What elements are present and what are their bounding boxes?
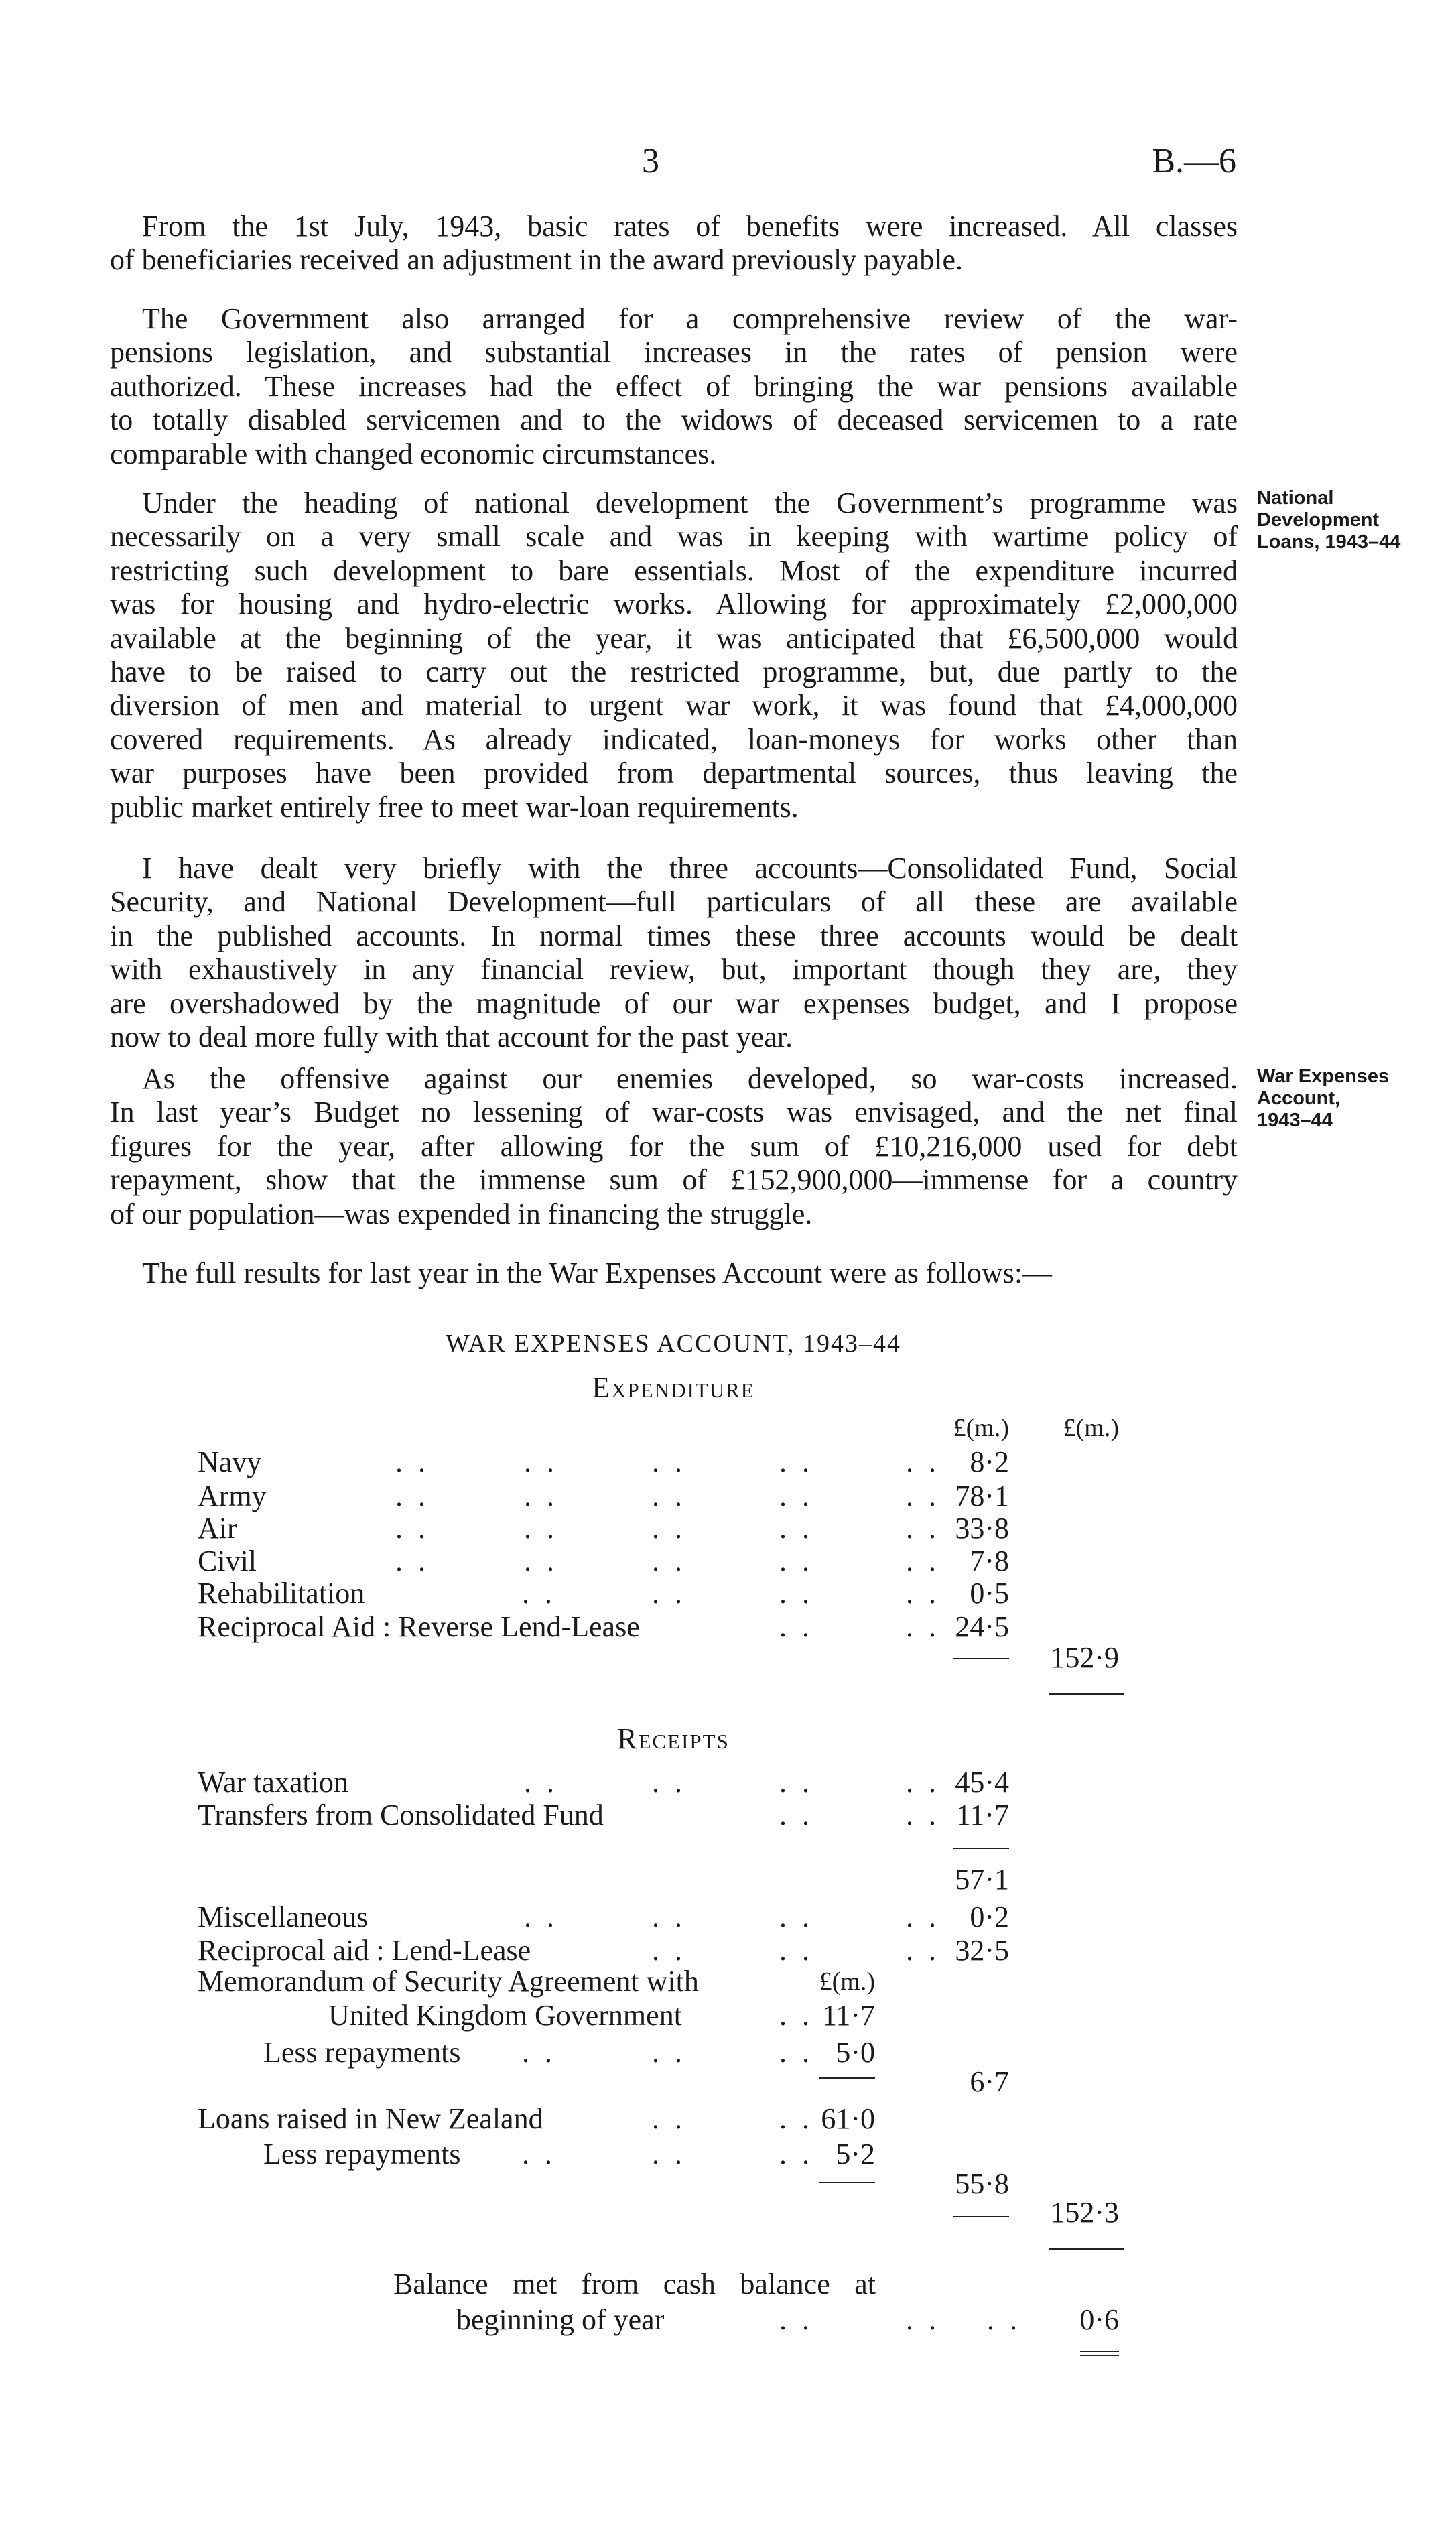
dot-leader: . . <box>652 1577 686 1610</box>
text-line: covered requirements. As already indicated, loan-moneys for works other than <box>110 722 1238 756</box>
dot-leader: . . <box>779 1900 813 1933</box>
paragraph-three-accounts <box>110 852 1238 1054</box>
dot-leader: . . <box>524 1445 558 1478</box>
text-line: are overshadowed by the magnitude of our war expenses budget, and I propose <box>110 986 1238 1020</box>
note-line: National <box>1257 487 1334 509</box>
dot-leader: . . <box>987 2303 1021 2336</box>
dot-leader: . . <box>395 1512 429 1545</box>
dot-leader: . . <box>395 1545 429 1577</box>
dot-leader: . . <box>906 1577 940 1610</box>
text-line: The Government also arranged for a comprehensive review of the war- <box>142 302 1238 335</box>
dot-leader: . . <box>906 2303 940 2336</box>
row-label-loans: Loans raised in New Zealand <box>198 2102 543 2135</box>
dot-leader: . . <box>779 2102 813 2135</box>
dot-leader: . . <box>524 1900 558 1933</box>
dot-leader: . . <box>779 1445 813 1478</box>
subtotal-rule <box>953 1658 1009 1659</box>
dot-leader: . . <box>652 1934 686 1967</box>
receipts-subtotal: 57·1 <box>955 1863 1009 1896</box>
dot-leader: . . <box>524 1545 558 1577</box>
row-label-rehabilitation: Rehabilitation <box>198 1577 365 1610</box>
dot-leader: . . <box>779 1577 813 1610</box>
paragraph-full-results <box>110 1256 1238 1290</box>
paragraph-war-pensions <box>110 302 1238 471</box>
dot-leader: . . <box>652 1545 686 1577</box>
total-rule <box>1049 2248 1124 2250</box>
dot-leader: . . <box>906 1610 940 1643</box>
margin-note-war-expenses <box>1257 1065 1389 1132</box>
dot-leader: . . <box>779 1799 813 1831</box>
dot-leader: . . <box>524 1766 558 1799</box>
text-line: repayment, show that the immense sum of £152,900,000—immense for a country <box>110 1163 1238 1197</box>
row-label-army: Army <box>198 1480 267 1512</box>
balance-label: Balance met from cash balance at <box>393 2268 876 2301</box>
dot-leader: . . <box>779 2138 813 2171</box>
dot-leader: . . <box>522 1577 556 1610</box>
row-value-uk-government: 11·7 <box>821 1999 875 2032</box>
dot-leader: . . <box>906 1799 940 1831</box>
dot-leader: . . <box>652 1766 686 1799</box>
margin-note-national-development <box>1257 487 1400 554</box>
subtotal-rule <box>819 2077 875 2079</box>
unit-header: £(m.) <box>1063 1414 1119 1442</box>
row-value-navy: 8·2 <box>970 1445 1009 1478</box>
text-line: now to deal more fully with that account for the past year. <box>110 1020 793 1053</box>
row-value-transfers: 11·7 <box>955 1799 1009 1831</box>
subtotal-rule <box>953 1848 1009 1849</box>
text-line: in the published accounts. In normal times these three accounts would be dealt <box>110 919 1238 952</box>
document-reference: B.—6 <box>1152 142 1236 180</box>
dot-leader: . . <box>779 1766 813 1799</box>
text-line: have to be raised to carry out the restricted programme, but, due partly to the <box>110 655 1238 688</box>
dot-leader: . . <box>779 1512 813 1545</box>
dot-leader: . . <box>652 1480 686 1512</box>
dot-leader: . . <box>395 1480 429 1512</box>
row-value-lend-lease: 32·5 <box>955 1934 1009 1967</box>
text-line: available at the beginning of the year, it was anticipated that £6,500,000 would <box>110 621 1238 655</box>
row-value-army: 78·1 <box>955 1480 1009 1512</box>
dot-leader: . . <box>395 1445 429 1478</box>
row-value-miscellaneous: 0·2 <box>970 1900 1009 1933</box>
subtotal-rule <box>953 2216 1009 2217</box>
text-line: war purposes have been provided from departmental sources, thus leaving the <box>110 757 1238 790</box>
text-line: necessarily on a very small scale and was in keeping with wartime policy of <box>110 520 1238 554</box>
text-line: of our population—was expended in financing the struggle. <box>110 1197 813 1230</box>
row-label-war-taxation: War taxation <box>198 1766 348 1799</box>
dot-leader: . . <box>524 1512 558 1545</box>
receipts-heading: Receipts <box>617 1722 730 1755</box>
text-line: public market entirely free to meet war-loan requirements. <box>110 790 799 824</box>
dot-leader: . . <box>779 1545 813 1577</box>
text-line: figures for the year, after allowing for the sum of £10,216,000 used for debt <box>110 1129 1238 1163</box>
row-value-civil: 7·8 <box>970 1545 1009 1577</box>
dot-leader: . . <box>906 1934 940 1967</box>
page-number: 3 <box>642 142 659 180</box>
text-line: Security, and National Development—full particulars of all these are available <box>110 885 1238 919</box>
text-line: of beneficiaries received an adjustment in the award previously payable. <box>110 243 964 277</box>
dot-leader: . . <box>779 1999 813 2032</box>
dot-leader: . . <box>779 1610 813 1643</box>
table-title: WAR EXPENSES ACCOUNT, 1943–44 <box>445 1330 902 1358</box>
expenditure-heading: Expenditure <box>592 1371 755 1404</box>
row-value-reverse-lend-lease: 24·5 <box>955 1610 1009 1643</box>
total-rule <box>1049 1693 1124 1695</box>
text-line: diversion of men and material to urgent war work, it was found that £4,000,000 <box>110 689 1238 722</box>
receipts-total: 152·3 <box>1050 2196 1119 2229</box>
row-label-less-repayments: Less repayments <box>263 2138 461 2171</box>
row-value-less-repayments: 5·2 <box>836 2138 875 2171</box>
text-line: with exhaustively in any financial review, but, important though they are, they <box>110 953 1238 986</box>
note-line: 1943–44 <box>1257 1110 1333 1131</box>
row-value-less-repayments: 5·0 <box>836 2036 875 2069</box>
dot-leader: . . <box>524 1480 558 1512</box>
dot-leader: . . <box>522 2036 556 2069</box>
text-line: to totally disabled servicemen and to the widows of deceased servicemen to a rate <box>110 403 1238 437</box>
balance-label-continued: beginning of year <box>456 2303 665 2336</box>
paragraph-benefits <box>110 210 1238 277</box>
row-label-miscellaneous: Miscellaneous <box>198 1900 369 1933</box>
text-line: The full results for last year in the War Expenses Account were as follows:— <box>142 1256 1053 1289</box>
dot-leader: . . <box>779 2036 813 2069</box>
text-line: authorized. These increases had the effect of bringing the war pensions available <box>110 369 1238 403</box>
text-line: As the offensive against our enemies developed, so war-costs increased. <box>142 1062 1238 1095</box>
dot-leader: . . <box>652 2036 686 2069</box>
expenditure-total: 152·9 <box>1050 1641 1119 1674</box>
dot-leader: . . <box>906 1766 940 1799</box>
text-line: comparable with changed economic circumstances. <box>110 437 717 470</box>
subtotal-rule <box>819 2182 875 2183</box>
loans-net: 55·8 <box>955 2167 1009 2200</box>
row-label-navy: Navy <box>198 1445 262 1478</box>
dot-leader: . . <box>906 1512 940 1545</box>
dot-leader: . . <box>779 1480 813 1512</box>
dot-leader: . . <box>906 1900 940 1933</box>
dot-leader: . . <box>652 1512 686 1545</box>
row-value-war-taxation: 45·4 <box>955 1766 1009 1799</box>
unit-header: £(m.) <box>819 1967 875 1996</box>
double-rule <box>1080 2355 1119 2356</box>
row-value-air: 33·8 <box>955 1512 1009 1545</box>
text-line: pensions legislation, and substantial increases in the rates of pension were <box>110 336 1238 369</box>
row-label-lend-lease: Reciprocal aid : Lend-Lease <box>198 1934 531 1967</box>
paragraph-war-costs <box>110 1062 1238 1231</box>
unit-header: £(m.) <box>953 1414 1009 1442</box>
memorandum-net: 6·7 <box>970 2065 1009 2098</box>
row-label-memorandum: Memorandum of Security Agreement with <box>198 1965 699 1998</box>
text-line: was for housing and hydro-electric works. Allowing for approximately £2,000,000 <box>110 588 1238 621</box>
row-label-reverse-lend-lease: Reciprocal Aid : Reverse Lend-Lease <box>198 1610 640 1643</box>
note-line: Loans, 1943–44 <box>1257 531 1401 553</box>
row-value-rehabilitation: 0·5 <box>970 1577 1009 1610</box>
row-value-loans: 61·0 <box>821 2102 875 2135</box>
text-line: restricting such development to bare essentials. Most of the expenditure incurred <box>110 554 1238 587</box>
paragraph-national-development <box>110 487 1238 824</box>
dot-leader: . . <box>652 1900 686 1933</box>
dot-leader: . . <box>779 1934 813 1967</box>
text-line: I have dealt very briefly with the three accounts—Consolidated Fund, Social <box>142 852 1238 885</box>
row-label-less-repayments: Less repayments <box>263 2036 461 2069</box>
dot-leader: . . <box>522 2138 556 2171</box>
dot-leader: . . <box>652 2102 686 2135</box>
text-line: From the 1st July, 1943, basic rates of benefits were increased. All classes <box>142 210 1238 243</box>
row-label-uk-government: United Kingdom Government <box>328 1999 682 2032</box>
dot-leader: . . <box>652 2138 686 2171</box>
dot-leader: . . <box>906 1545 940 1577</box>
dot-leader: . . <box>906 1480 940 1512</box>
note-line: War Expenses <box>1257 1065 1390 1087</box>
double-rule <box>1080 2351 1119 2352</box>
row-label-civil: Civil <box>198 1545 257 1577</box>
dot-leader: . . <box>779 2303 813 2336</box>
text-line: In last year’s Budget no lessening of war-costs was envisaged, and the net final <box>110 1096 1238 1129</box>
dot-leader: . . <box>906 1445 940 1478</box>
balance-value: 0·6 <box>1079 2303 1119 2336</box>
row-label-transfers: Transfers from Consolidated Fund <box>198 1799 604 1831</box>
dot-leader: . . <box>652 1445 686 1478</box>
note-line: Account, <box>1257 1088 1341 1109</box>
row-label-air: Air <box>198 1512 237 1545</box>
text-line: Under the heading of national development the Government’s programme was <box>142 487 1238 519</box>
note-line: Development <box>1257 509 1380 531</box>
